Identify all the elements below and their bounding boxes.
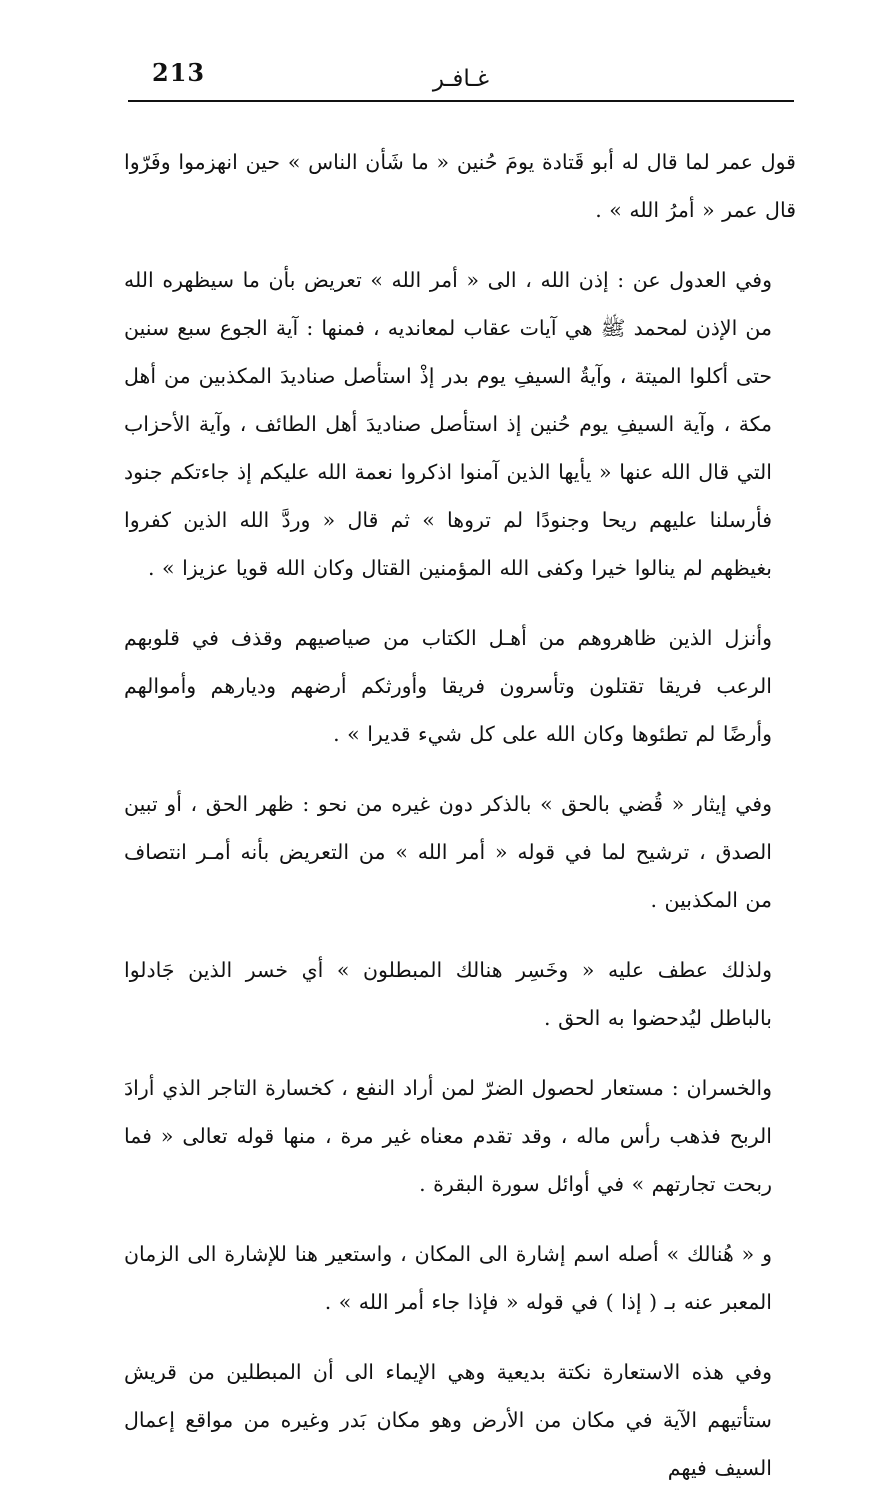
paragraph-2: وفي العدول عن : إذن الله ، الى « أمر الله » تعريض بأن ما سيظهره الله من الإذن لمحمد ﷺ هي آيات عقاب لمعانديه ، فمنها : آية الجوع سبع سنين حتى أكلوا الميتة ، وآيةُ السيفِ يوم بدر إذْ استأصل صناديدَ المكذبين من أهل مكة ، وآية السيفِ يوم حُنين إذ استأصل صناديدَ أهل الطائف ، وآية الأحزاب التي قال الله عنها « يأيها الذين آمنوا اذكروا نعمة الله عليكم إذ جاءتكم جنود فأرسلنا عليهم ريحا وجنودًا لم تروها » ثم قال « وردَّ الله الذين كفروا بغيظهم لم ينالوا خيرا وكفى الله المؤمنين القتال وكان الله قويا عزيزا » . bbox=[124, 268, 772, 580]
page-number: 213 bbox=[152, 58, 206, 87]
page-header bbox=[128, 58, 794, 102]
paragraph-7: و « هُنالك » أصله اسم إشارة الى المكان ، واستعير هنا للإشارة الى الزمان المعبر عنه بـ ( إذا ) في قوله « فإذا جاء أمر الله » . bbox=[124, 1242, 772, 1314]
page-body bbox=[124, 138, 796, 1492]
paragraph-3: وأنزل الذين ظاهروهم من أهـل الكتاب من صياصيهم وقذف في قلوبهم الرعب فريقا تقتلون وتأسرون فريقا وأورثكم أرضهم وديارهم وأموالهم وأرضًا لم تطئوها وكان الله على كل شيء قديرا » . bbox=[124, 626, 772, 746]
running-title: غـافـر bbox=[432, 66, 490, 92]
paragraph-6: والخسران : مستعار لحصول الضرّ لمن أراد النفع ، كخسارة التاجر الذي أرادَ الربح فذهب رأس ماله ، وقد تقدم معناه غير مرة ، منها قوله تعالى « فما ربحت تجارتهم » في أوائل سورة البقرة . bbox=[124, 1076, 772, 1196]
header-rule bbox=[128, 100, 794, 102]
paragraph-4: وفي إيثار « قُضي بالحق » بالذكر دون غيره من نحو : ظهر الحق ، أو تبين الصدق ، ترشيح لما في قوله « أمر الله » من التعريض بأنه أمـر انتصاف من المكذبين . bbox=[124, 792, 772, 912]
paragraph-5: ولذلك عطف عليه « وخَسِر هنالك المبطلون » أي خسر الذين جَادلوا بالباطل ليُدحضوا به الحق . bbox=[124, 958, 772, 1030]
paragraph-1: قول عمر لما قال له أبو قَتادة يومَ حُنين « ما شَأن الناس » حين انهزموا وفَرّوا قال عمر « أمرُ الله » . bbox=[124, 150, 796, 222]
paragraph-8: وفي هذه الاستعارة نكتة بديعية وهي الإيماء الى أن المبطلين من قريش ستأتيهم الآية في مكان من الأرض وهو مكان بَدر وغيره من مواقع إعمال السيف فيهم bbox=[124, 1360, 772, 1480]
